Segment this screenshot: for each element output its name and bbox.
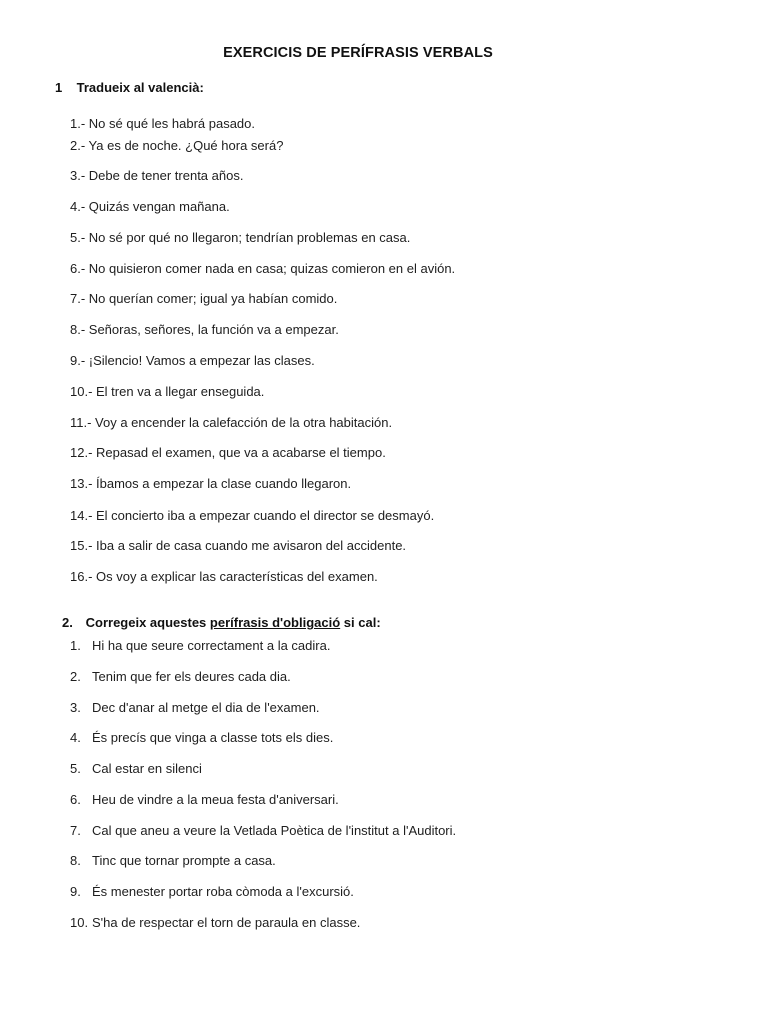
list-item (70, 761, 202, 776)
list-item: 12.- Repasad el examen, que va a acabarse el tiempo. (70, 445, 386, 460)
section-2-heading (62, 615, 381, 630)
list-item-number: 2. (70, 669, 81, 684)
list-item (70, 823, 456, 838)
list-item-text: Heu de vindre a la meua festa d'aniversari. (92, 792, 339, 807)
list-item (70, 669, 291, 684)
list-item (70, 792, 339, 807)
list-item-number: 3. (70, 700, 81, 715)
section-2-number: 2. (62, 615, 73, 630)
list-item: 15.- Iba a salir de casa cuando me avisaron del accidente. (70, 538, 407, 553)
list-item-text: Hi ha que seure correctament a la cadira. (92, 638, 331, 653)
list-item: 6.- No quisieron comer nada en casa; quizas comieron en el avión. (70, 261, 456, 276)
list-item: 9.- ¡Silencio! Vamos a empezar las clases. (70, 353, 315, 368)
list-item: 11.- Voy a encender la calefacción de la otra habitación. (70, 415, 393, 430)
section-2-heading-suffix: si cal: (343, 615, 381, 630)
section-1-heading-text: Tradueix al valencià: (76, 80, 204, 95)
document-title: EXERCICIS DE PERÍFRASIS VERBALS (223, 45, 493, 61)
list-item (70, 700, 320, 715)
list-item-number: 5. (70, 761, 81, 776)
list-item (70, 853, 276, 868)
list-item (70, 884, 354, 899)
list-item (70, 915, 360, 930)
list-item-text: Cal que aneu a veure la Vetlada Poètica de l'institut a l'Auditori. (92, 823, 457, 838)
list-item: 14.- El concierto iba a empezar cuando el director se desmayó. (70, 508, 435, 523)
list-item-text: És precís que vinga a classe tots els dies. (92, 730, 334, 745)
list-item (70, 730, 333, 745)
list-item-text: Dec d'anar al metge el dia de l'examen. (92, 700, 320, 715)
list-item-number: 8. (70, 853, 81, 868)
list-item-text: Cal estar en silenci (92, 761, 202, 776)
list-item-number: 1. (70, 638, 81, 653)
section-1-heading (55, 80, 204, 95)
section-2-heading-underlined: perífrasis d'obligació (209, 615, 341, 630)
section-1-number: 1 (55, 80, 63, 95)
list-item: 1.- No sé qué les habrá pasado. (70, 116, 256, 131)
list-item: 13.- Íbamos a empezar la clase cuando llegaron. (70, 476, 352, 491)
list-item-text: S'ha de respectar el torn de paraula en classe. (92, 915, 361, 930)
list-item-number: 9. (70, 884, 81, 899)
list-item (70, 638, 330, 653)
list-item: 4.- Quizás vengan mañana. (70, 199, 230, 214)
list-item-number: 4. (70, 730, 81, 745)
list-item: 3.- Debe de tener trenta años. (70, 168, 244, 183)
list-item: 5.- No sé por qué no llegaron; tendrían problemas en casa. (70, 230, 411, 245)
list-item-text: És menester portar roba còmoda a l'excursió. (92, 884, 354, 899)
list-item-number: 7. (70, 823, 81, 838)
list-item: 2.- Ya es de noche. ¿Qué hora será? (70, 138, 284, 153)
list-item: 10.- El tren va a llegar enseguida. (70, 384, 265, 399)
list-item-number: 10. (70, 915, 89, 930)
list-item: 16.- Os voy a explicar las características del examen. (70, 569, 378, 584)
list-item-text: Tenim que fer els deures cada dia. (92, 669, 291, 684)
list-item: 7.- No querían comer; igual ya habían comido. (70, 291, 338, 306)
list-item: 8.- Señoras, señores, la función va a empezar. (70, 322, 339, 337)
section-2-heading-prefix: Corregeix aquestes (85, 615, 207, 630)
list-item-number: 6. (70, 792, 81, 807)
list-item-text: Tinc que tornar prompte a casa. (92, 853, 276, 868)
